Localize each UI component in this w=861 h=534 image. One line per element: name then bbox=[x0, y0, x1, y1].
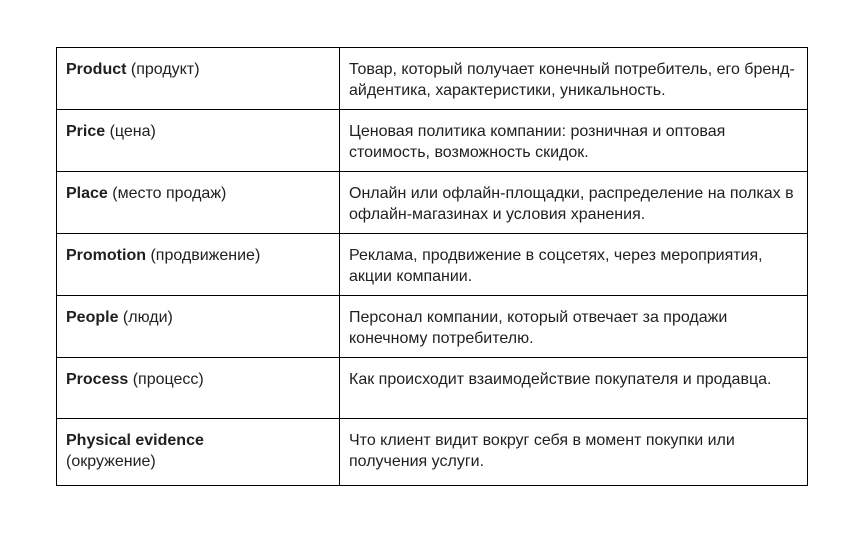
term-name: Promotion bbox=[66, 247, 146, 264]
description-cell: Что клиент видит вокруг себя в момент покупки или получения услуги. bbox=[340, 419, 808, 486]
term-cell bbox=[57, 358, 340, 419]
description-cell: Персонал компании, который отвечает за продажи конечному потребителю. bbox=[340, 296, 808, 358]
term-cell bbox=[57, 48, 340, 110]
description-cell: Онлайн или офлайн-площадки, распределение на полках в офлайн-магазинах и условия хранения. bbox=[340, 172, 808, 234]
description-cell: Ценовая политика компании: розничная и оптовая стоимость, возможность скидок. bbox=[340, 110, 808, 172]
term-cell bbox=[57, 110, 340, 172]
term-cell bbox=[57, 419, 340, 486]
term-translation: (люди) bbox=[122, 309, 173, 326]
description-cell: Реклама, продвижение в соцсетях, через мероприятия, акции компании. bbox=[340, 234, 808, 296]
term-translation: (продукт) bbox=[130, 61, 200, 78]
table-row bbox=[57, 110, 808, 172]
term-cell bbox=[57, 234, 340, 296]
description-cell: Как происходит взаимодействие покупателя и продавца. bbox=[340, 358, 808, 419]
term-name: Price bbox=[66, 123, 106, 140]
description-cell: Товар, который получает конечный потребитель, его бренд-айдентика, характеристики, уникальность. bbox=[340, 48, 808, 110]
term-translation: (процесс) bbox=[132, 371, 204, 388]
term-cell bbox=[57, 296, 340, 358]
marketing-mix-table bbox=[56, 47, 808, 486]
term-name: Process bbox=[66, 371, 129, 388]
term-name: People bbox=[66, 309, 119, 326]
term-name: Physical evidence bbox=[66, 432, 204, 449]
term-translation: (цена) bbox=[109, 123, 156, 140]
term-translation: (окружение) bbox=[66, 453, 156, 470]
term-name: Product bbox=[66, 61, 127, 78]
table-row bbox=[57, 358, 808, 419]
table-row bbox=[57, 234, 808, 296]
table-row bbox=[57, 48, 808, 110]
term-name: Place bbox=[66, 185, 108, 202]
table-row bbox=[57, 419, 808, 486]
term-translation: (продвижение) bbox=[150, 247, 261, 264]
table-row bbox=[57, 172, 808, 234]
term-cell bbox=[57, 172, 340, 234]
table-row bbox=[57, 296, 808, 358]
term-translation: (место продаж) bbox=[112, 185, 227, 202]
